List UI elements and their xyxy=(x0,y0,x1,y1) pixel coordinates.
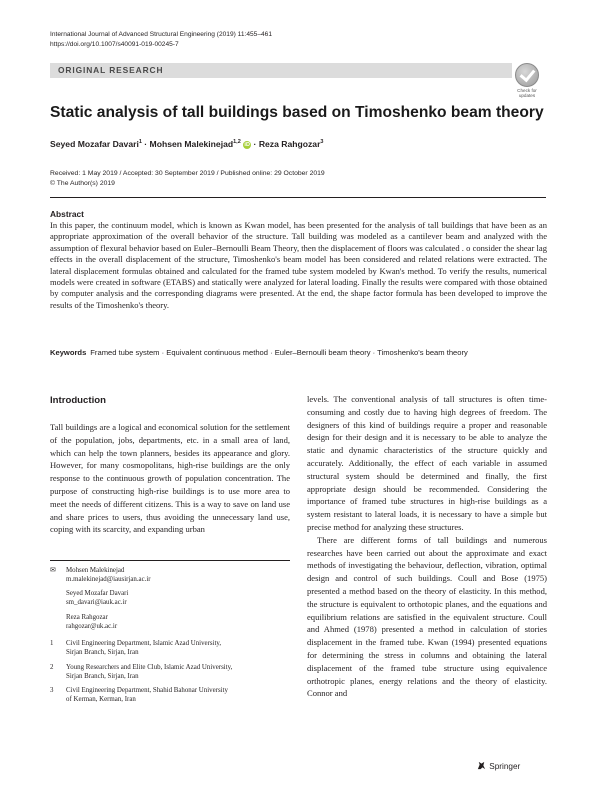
abstract-text: In this paper, the continuum model, which is known as Kwan model, has been presented for the analysis of tall buildings that have been as an appropriate approximation of the overall behavior of the structure. Tall building was modeled as a cantilever beam and analyzed with the assumption of flexural behavior based on Euler–Bernoulli Beam Theory, then the displacement of floors was calculated . o consider the shear lag effects in the overall displacement of the structure, Timoshenko's beam model has been considered and related relations were extracted. The lateral displacement formulas obtained and calculated for the framed tube system modeled by Kwan's method. To verify the results, numerical models were created in software (ETABS) and statically were analyzed for lateral loading. Finally the results were compared with those obtained by computer analysis and the corresponding diagrams were presented. At the end, the shape factor formula has been developed to improve the results of the Timoshenko's theory. xyxy=(50,220,547,310)
copyright-line: © The Author(s) 2019 xyxy=(50,180,115,187)
intro-paragraph: levels. The conventional analysis of tall structures is often time-consuming and costly due to having high degrees of freedom. The designers of this kind of buildings require a proper and reasonable design for their design and it is necessary to be able to analyze the static and dynamic characteristics of the structure quickly and accurately. Additionally, the effect of each variable in assumed structural system should be determined and finally, the first appropriate design should be recommended. Considering the importance of framed tube structures in high-rise buildings as a system resistant to lateral loads, it is necessary to have a simple but precise method for analyzing these structures. xyxy=(307,394,547,532)
publisher-name: Springer xyxy=(489,762,521,771)
divider xyxy=(50,197,546,198)
introduction-heading: Introduction xyxy=(50,395,106,406)
contact-email[interactable]: sm_davari@iauk.ac.ir xyxy=(66,599,127,607)
affiliation-number: 1 xyxy=(50,640,54,648)
keywords-text: Framed tube system · Equivalent continuous method · Euler–Bernoulli beam theory · Timoshenko's beam theory xyxy=(90,348,468,357)
author-list xyxy=(50,139,323,149)
abstract-heading: Abstract xyxy=(50,209,84,219)
check-for-updates-badge[interactable] xyxy=(510,63,544,101)
publisher-logo xyxy=(476,760,520,771)
corresponding-contact xyxy=(50,567,295,585)
article-title: Static analysis of tall buildings based on Timoshenko beam theory xyxy=(50,104,544,121)
orcid-icon[interactable]: iD xyxy=(244,142,250,148)
section-label: ORIGINAL RESEARCH xyxy=(58,65,164,75)
history-line: Received: 1 May 2019 / Accepted: 30 September 2019 / Published online: 29 October 2019 xyxy=(50,170,325,177)
contact-email[interactable]: m.malekinejad@iausirjan.ac.ir xyxy=(66,575,151,583)
affiliation-item: 3 Civil Engineering Department, Shahid Bahonar University of Kerman, Kerman, Iran xyxy=(50,687,228,703)
envelope-icon: ✉ xyxy=(50,567,56,574)
affiliation-number: 3 xyxy=(50,687,54,695)
contact-email[interactable]: rahgozar@uk.ac.ir xyxy=(66,622,118,630)
author-name: Mohsen Malekinejad xyxy=(149,139,234,149)
contact-name: Seyed Mozafar Davari xyxy=(66,590,129,598)
doi-link[interactable]: https://doi.org/10.1007/s40091-019-00245-7 xyxy=(50,41,179,48)
journal-citation: International Journal of Advanced Structural Engineering (2019) 11:455–461 xyxy=(50,31,273,38)
author-contact xyxy=(50,590,295,608)
intro-paragraph: Tall buildings are a logical and economical solution for the settlement of the population, jobs, departments, etc. in a small area of land, which can help the town planners, besides its appearance and glory. However, for many cosmopolitans, high-rise buildings are the only response to the continuous growth of population concentration. The purpose of constructing high-rise buildings is to use more area to meet the needs of different citizens. This is a way to save on land use and share prices to users, thus avoiding the unnecessary land use, coping with its scarcity, and expanding urban xyxy=(50,422,290,535)
section-band xyxy=(50,63,512,78)
author-affiliation-mark: 1,2 xyxy=(233,139,241,146)
springer-horse-icon xyxy=(476,760,487,771)
author-name: Seyed Mozafar Davari xyxy=(50,139,139,149)
author-affiliation-mark: 3 xyxy=(320,139,324,146)
contact-name: Reza Rahgozar xyxy=(66,613,108,621)
author-contact xyxy=(50,614,295,632)
keywords-label: Keywords xyxy=(50,348,87,357)
contact-name: Mohsen Malekinejad xyxy=(66,567,125,574)
affiliation-item: 2 Young Researchers and Elite Club, Islamic Azad University, Sirjan Branch, Sirjan, Iran xyxy=(50,663,233,680)
author-affiliation-mark: 1 xyxy=(138,139,142,146)
footnote-divider xyxy=(50,560,290,561)
keywords xyxy=(50,347,547,358)
check-for-updates-icon xyxy=(515,63,539,87)
author-separator: · xyxy=(141,139,150,149)
intro-paragraph: There are different forms of tall buildings and numerous researches have been carried out about the approximate and exact methods of investigating the behaviour, deflection, vibration, optimal design and control of such buildings. Coull and Bose (1975) presented a method based on the theory of elasticity. In this method, the structure is equivalent to orthotopic planes, and the equations and equilibrium relations are satisfied in the equivalent structure. Coull and Ahmed (1978) presented a method in calculation of stories displacement in the framed tube. Kwan (1994) presented equations for determining the stress in columns and obtaining the lateral displacement of the framed tube structure using equivalence orthotropic planes, energy relations and the theory of elasticity. Connor and xyxy=(307,534,547,699)
affiliation-number: 2 xyxy=(50,663,54,671)
article-dates xyxy=(50,169,325,189)
author-footnotes xyxy=(50,567,295,705)
check-for-updates-label: Check for updates xyxy=(517,88,537,98)
journal-header xyxy=(50,30,272,50)
intro-column-right xyxy=(307,393,547,700)
intro-column-left xyxy=(50,421,290,536)
author-name: Reza Rahgozar xyxy=(258,139,321,149)
affiliation-item: 1 Civil Engineering Department, Islamic Azad University, Sirjan Branch, Sirjan, Iran xyxy=(50,640,222,657)
author-separator: · xyxy=(251,139,259,149)
